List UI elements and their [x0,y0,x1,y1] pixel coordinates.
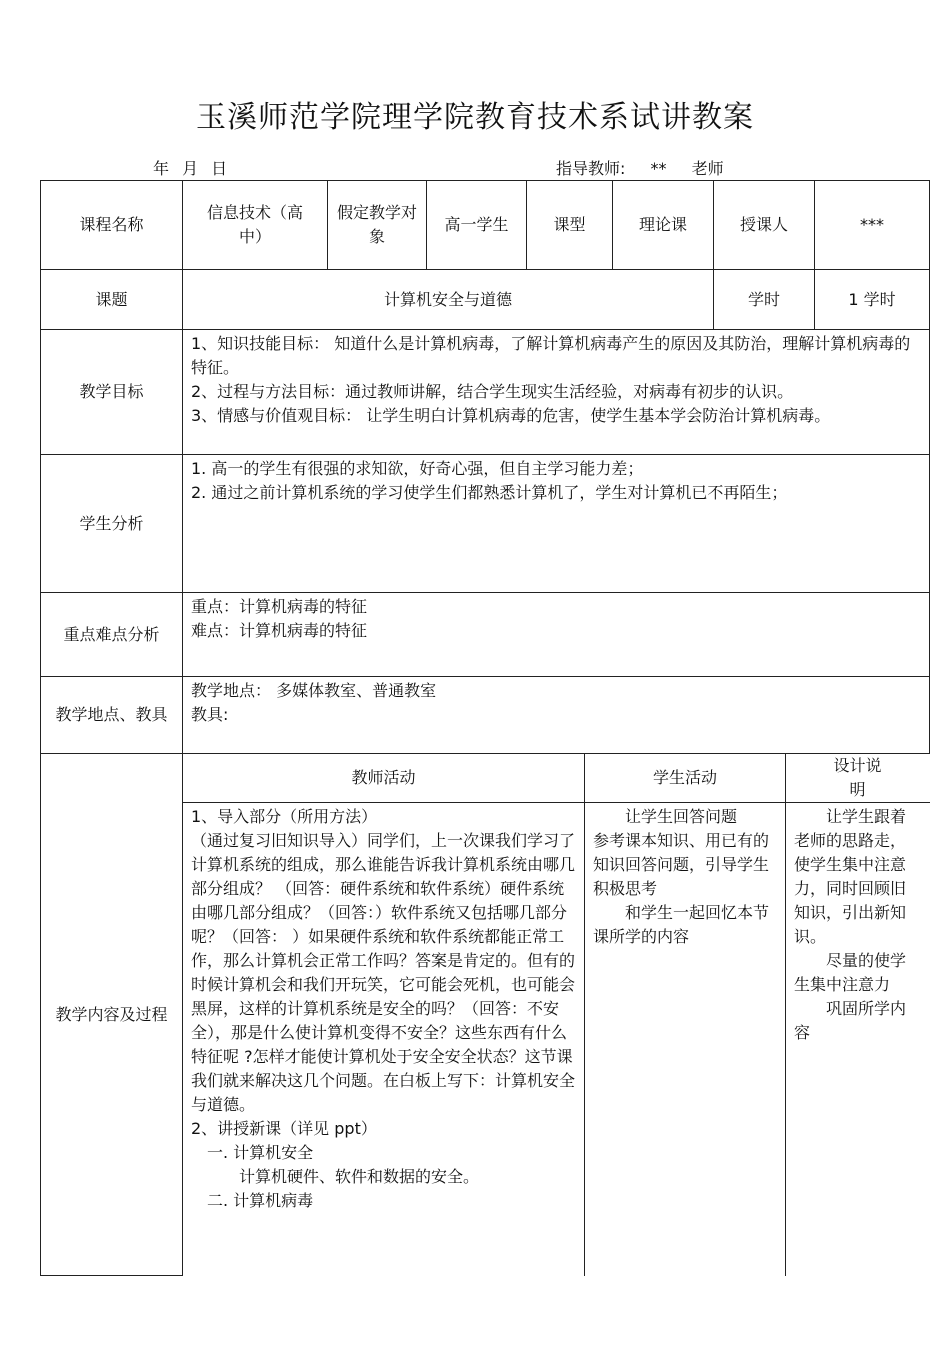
design-line: 让学生跟着老师的思路走，使学生集中注意力，同时回顾旧知识，引出新知识。 [794,807,907,946]
focus-label: 重点难点分析 [63,624,160,644]
teacher-activity [183,803,584,1275]
teacher-line: 一. 计算机安全 [207,1143,314,1162]
teacher-line: 1、导入部分（所用方法） [191,807,378,826]
col-teacher-header: 教师活动 [351,768,416,787]
student-line: 让学生回答问题 [625,807,738,826]
teacher-value: *** [860,215,884,234]
goals-content [183,330,929,454]
advisor-suffix: 老师 [691,159,724,178]
goal-item: 3、情感与价值观目标： 让学生明白计算机病毒的危害，使学生基本学会防治计算机病毒。 [191,406,831,425]
target-label: 假定教学对象 [336,203,417,246]
advisor-line [556,156,744,179]
teacher-line: （通过复习旧知识导入）同学们，上一次课我们学习了计算机系统的组成，那么谁能告诉我计算机系统由哪几部分组成？ （回答：硬件系统和软件系统）硬件系统由哪几部分组成？（回答：）软件系统又包括哪几部分呢？（回答： ）如果硬件系统和软件系统都能正常工作，那么计算机会正常工作吗？答案是肯定的。但有的时候计算机会和我们开玩笑，它可能会死机，也可能会黑屏，这样的计算机系统是安全的吗？（回答：不安全），那是什么使计算机变得不安全？这些东西有什么特征呢 ?怎样才能使计算机处于安全安全状态？这节课我们就来解决这几个问题。在白板上写下：计算机安全与道德。 [191,831,576,1114]
teacher-line: 2、讲授新课（详见 ppt） [191,1119,377,1138]
topic-label: 课题 [95,289,128,309]
target-value: 高一学生 [444,215,509,234]
place-label: 教学地点、教具 [55,705,168,724]
hours-value: 1 学时 [848,289,896,309]
design-line: 巩固所学内容 [794,999,907,1042]
col-student-header: 学生活动 [652,768,717,787]
teacher-line: 二. 计算机病毒 [207,1191,314,1210]
students-label: 学生分析 [79,513,144,533]
design-line: 尽量的使学生集中注意力 [794,951,907,994]
teacher-line: 计算机硬件、软件和数据的安全。 [239,1167,480,1186]
topic-value: 计算机安全与道德 [383,289,512,309]
goals-label: 教学目标 [79,382,144,401]
date-line: 年 月 日 [153,159,228,178]
advisor-label: 指导教师: [556,159,626,178]
focus-content [183,593,929,676]
course-label: 课程名称 [79,215,144,234]
tools: 教具: [191,705,229,724]
course-value: 信息技术（高中） [206,203,303,246]
col-design-header: 设计说明 [833,756,882,799]
difficulty: 难点：计算机病毒的特征 [191,621,368,640]
hours-label: 学时 [747,289,780,309]
goal-item: 1、知识技能目标： 知道什么是计算机病毒，了解计算机病毒产生的原因及其防治，理解计算机病毒的特征。 [191,334,911,377]
teacher-label: 授课人 [739,215,788,234]
student-activity [585,803,785,1275]
design-notes [786,803,929,1275]
place-content [183,677,929,753]
student-item: 1. 高一的学生有很强的求知欲，好奇心强，但自主学习能力差； [191,459,644,478]
students-content [183,455,929,592]
key-point: 重点：计算机病毒的特征 [191,597,368,616]
document-title: 玉溪师范学院理学院教育技术系试讲教案 [196,100,754,135]
student-line: 和学生一起回忆本节课所学的内容 [593,903,770,946]
location: 教学地点： 多媒体教室、普通教室 [191,681,437,700]
student-line: 参考课本知识、用已有的知识回答问题，引导学生积极思考 [593,831,770,898]
type-label: 课型 [553,215,586,234]
advisor-name: ** [650,159,667,178]
student-item: 2. 通过之前计算机系统的学习使学生们都熟悉计算机了，学生对计算机已不再陌生； [191,483,788,502]
type-value: 理论课 [638,215,687,234]
process-label: 教学内容及过程 [55,1004,168,1024]
goal-item: 2、过程与方法目标：通过教师讲解，结合学生现实生活经验，对病毒有初步的认识。 [191,382,794,401]
